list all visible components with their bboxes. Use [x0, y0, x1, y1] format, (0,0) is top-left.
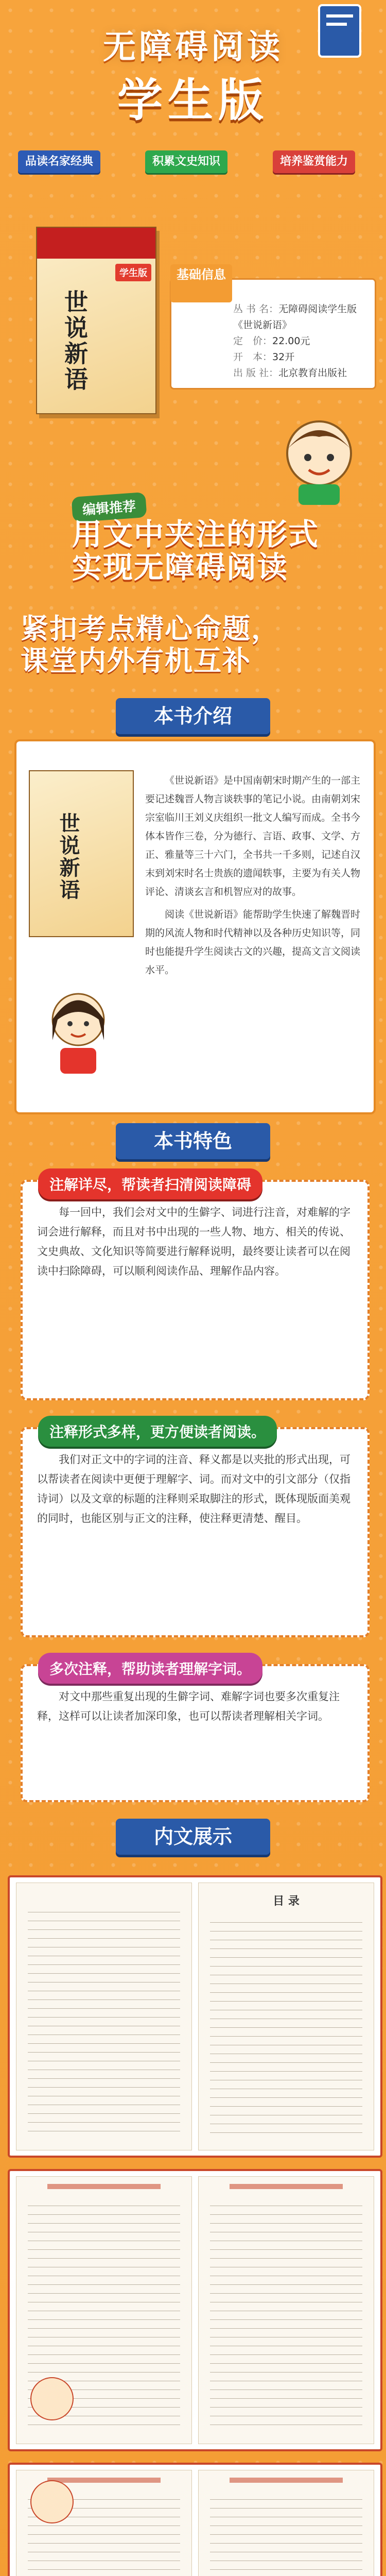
preview-page — [16, 1883, 192, 2150]
info-card — [170, 267, 376, 389]
preview-spread-2 — [8, 2169, 382, 2451]
feature-head: 注解详尽，帮读者扫清阅读障碍 — [38, 1168, 262, 1199]
info-row: 丛 书 名：无障碍阅读学生版 — [233, 303, 357, 315]
feature-card — [21, 1423, 370, 1637]
banner-features: 本书特色 — [116, 1123, 270, 1159]
title-line1: 无障碍阅读 — [103, 28, 283, 66]
info-badge: 基础信息 — [170, 264, 232, 302]
tag-appreciation: 培养鉴赏能力 — [273, 150, 355, 173]
intro-section — [14, 739, 376, 1114]
illustration-icon — [30, 2480, 74, 2523]
feature-card — [21, 1176, 370, 1400]
preview-page — [198, 2176, 374, 2444]
intro-book-image: 世说新语 — [29, 770, 134, 937]
illustration-icon — [30, 2377, 74, 2420]
feature-head: 注释形式多样，更方便读者阅读。 — [38, 1416, 277, 1447]
tag-knowledge: 积累文史知识 — [145, 150, 227, 173]
book-band — [37, 228, 155, 259]
editor-tag: 编辑推荐 — [71, 492, 147, 522]
preview-page — [198, 2470, 374, 2576]
info-list — [233, 301, 357, 381]
editor-subline: 紧扣考点精心命题， 课堂内外有机互补 — [21, 613, 280, 677]
feature-card — [21, 1660, 370, 1802]
banner-preview: 内文展示 — [116, 1819, 270, 1855]
cartoon-girl-icon — [37, 984, 119, 1076]
info-row: 出 版 社：北京教育出版社 — [233, 367, 347, 379]
book-badge: 学生版 — [115, 264, 151, 281]
feature-body: 我们对正文中的字词的注音、释义都是以夹批的形式出现，可以帮读者在阅读中更便于理解字、词。而对文中的引文部分（仅指诗词）以及文章的标题的注释则采取脚注的形式，既体现版面美观的同时，也能区别与正文的注释，使注释更清楚、醒目。 — [37, 1453, 350, 1524]
intro-text: 《世说新语》是中国南朝宋时期产生的一部主要记述魏晋人物言谈轶事的笔记小说。由南朝刘宋宗室临川王刘义庆组织一批文人编写而成。全书今体本皆作三卷，分为德行、言语、政事、文学、方正、雅量等三十六门，全书共一千多则，记述自汉末到刘宋时名士贵族的遗闻轶事，主要为有关人物评论、清谈玄言和机智应对的故事。 阅读《世说新语》能帮助学生快速了解魏晋时期的风流人物和时代精神以及各种历史知识等，同时也能提升学生阅读古文的兴趣，提高文言文阅读水平。 — [145, 775, 361, 976]
feature-body: 每一回中，我们会对文中的生僻字、词进行注音，对难解的字词会进行解释，而且对书中出现的一些人物、地方、相关的传说、文史典故、文化知识等简要进行解释说明，最终要让读者可以在阅读中扫除障碍，可以顺利阅读作品、理解作品内容。 — [37, 1206, 350, 1277]
toc-title: 目 录 — [273, 1894, 300, 1908]
feature-head: 多次注释，帮助读者理解字词。 — [38, 1653, 262, 1684]
header — [0, 0, 386, 242]
cartoon-boy-icon — [268, 412, 371, 505]
info-row: 定 价：22.00元 — [233, 335, 310, 347]
banner-intro: 本书介绍 — [116, 698, 270, 734]
book-cover — [36, 227, 156, 414]
title-line2: 学生版 — [117, 74, 269, 127]
book-title: 世说新语 — [61, 290, 89, 393]
preview-spread-3 — [8, 2463, 382, 2576]
preview-toc-page — [198, 1883, 374, 2150]
feature-body: 对文中那些重复出现的生僻字词、难解字词也要多次重复注释，这样可以让读者加深印象，也可以帮读者理解相关字词。 — [37, 1690, 340, 1722]
info-row: 《世说新语》 — [233, 319, 292, 331]
editor-headline: 用文中夹注的形式 实现无障碍阅读 — [72, 517, 320, 585]
info-row: 开 本：32开 — [233, 351, 295, 363]
tag-classic: 品读名家经典 — [18, 150, 100, 173]
preview-spread-1 — [8, 1875, 382, 2158]
